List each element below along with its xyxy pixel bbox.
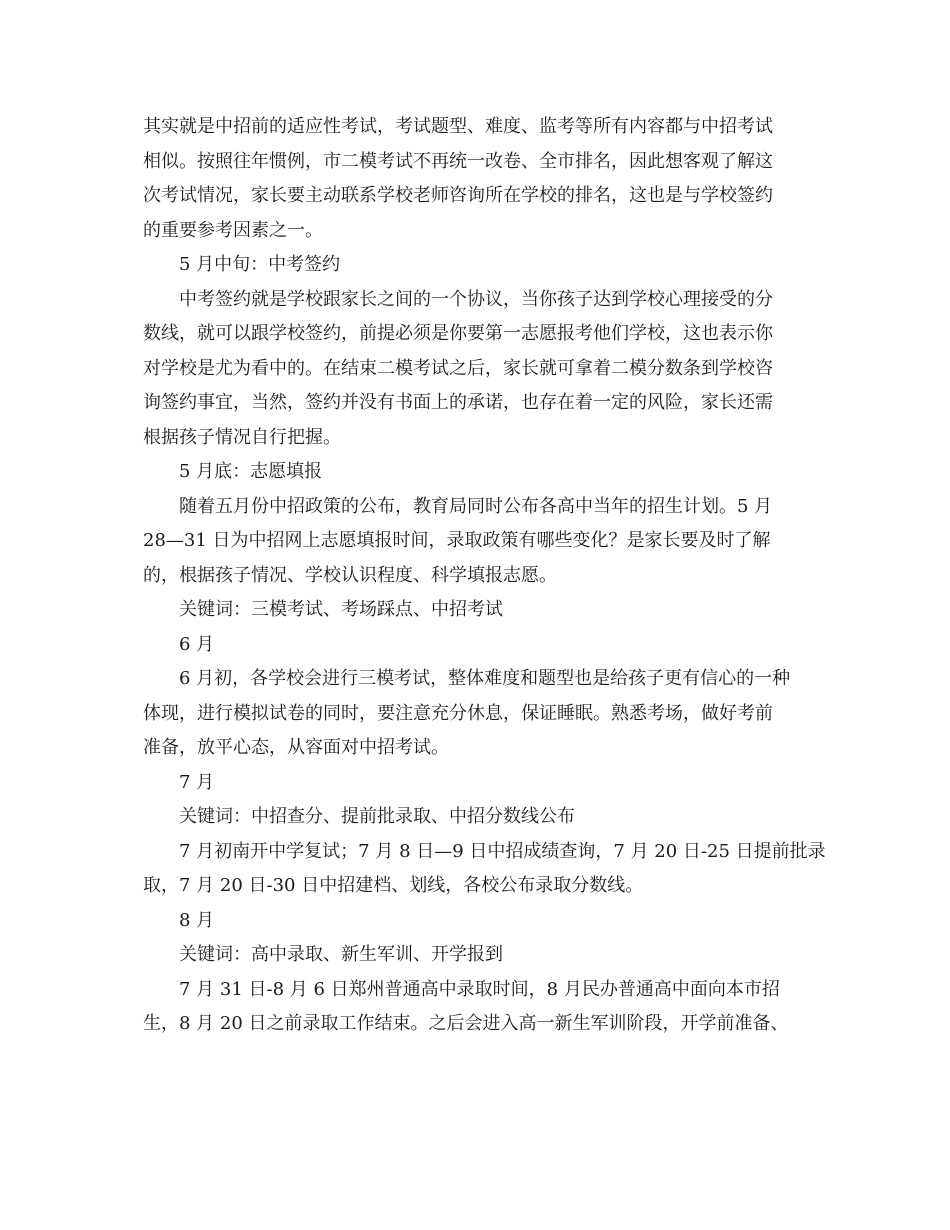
text-line: 体现，进行模拟试卷的同时，要注意充分休息，保证睡眠。熟悉考场，做好考前 bbox=[143, 702, 773, 724]
text-line: 7 月初南开中学复试；7 月 8 日—9 日中招成绩查询，7 月 20 日-25 日提前批录 bbox=[179, 840, 826, 862]
text-line: 关键词：中招查分、提前批录取、中招分数线公布 bbox=[179, 806, 575, 827]
text-line: 询签约事宜，当然，签约并没有书面上的承诺，也存在着一定的风险，家长还需 bbox=[143, 392, 773, 413]
text-line: 次考试情况，家长要主动联系学校老师咨询所在学校的排名，这也是与学校签约 bbox=[143, 185, 773, 206]
text-line: 5 月底：志愿填报 bbox=[179, 461, 323, 482]
text-line: 其实就是中招前的适应性考试，考试题型、难度、监考等所有内容都与中招考试 bbox=[143, 116, 773, 137]
text-line: 准备，放平心态，从容面对中招考试。 bbox=[143, 737, 449, 758]
text-line: 相似。按照往年惯例，市二模考试不再统一改卷、全市排名，因此想客观了解这 bbox=[143, 150, 773, 172]
text-line: 28—31 日为中招网上志愿填报时间，录取政策有哪些变化？是家长要及时了解 bbox=[143, 530, 771, 551]
text-line: 关键词：三模考试、考场踩点、中招考试 bbox=[179, 599, 503, 620]
text-line: 5 月中旬：中考签约 bbox=[179, 254, 341, 275]
text-line: 对学校是尤为看中的。在结束二模考试之后，家长就可拿着二模分数条到学校咨 bbox=[143, 357, 773, 379]
text-line: 7 月 31 日-8 月 6 日郑州普通高中录取时间，8 月民办普通高中面向本市招 bbox=[179, 978, 780, 1000]
text-line: 取，7 月 20 日-30 日中招建档、划线，各校公布录取分数线。 bbox=[143, 875, 644, 896]
text-line: 随着五月份中招政策的公布，教育局同时公布各高中当年的招生计划。5 月 bbox=[179, 495, 773, 517]
text-line: 的，根据孩子情况、学校认识程度、科学填报志愿。 bbox=[143, 564, 557, 586]
text-line: 6 月初，各学校会进行三模考试，整体难度和题型也是给孩子更有信心的一种 bbox=[179, 668, 791, 689]
text-line: 6 月 bbox=[179, 633, 215, 655]
text-line: 的重要参考因素之一。 bbox=[143, 219, 323, 241]
text-line: 根据孩子情况自行把握。 bbox=[143, 426, 341, 448]
text-line: 关键词：高中录取、新生军训、开学报到 bbox=[179, 944, 503, 965]
text-line: 中考签约就是学校跟家长之间的一个协议，当你孩子达到学校心理接受的分 bbox=[179, 288, 773, 310]
text-line: 7 月 bbox=[179, 771, 215, 793]
text-line: 数线，就可以跟学校签约，前提必须是你要第一志愿报考他们学校，这也表示你 bbox=[143, 323, 773, 344]
text-line: 8 月 bbox=[179, 909, 215, 931]
text-line: 生，8 月 20 日之前录取工作结束。之后会进入高一新生军训阶段，开学前准备、 bbox=[143, 1013, 789, 1034]
document-body bbox=[143, 110, 826, 1042]
